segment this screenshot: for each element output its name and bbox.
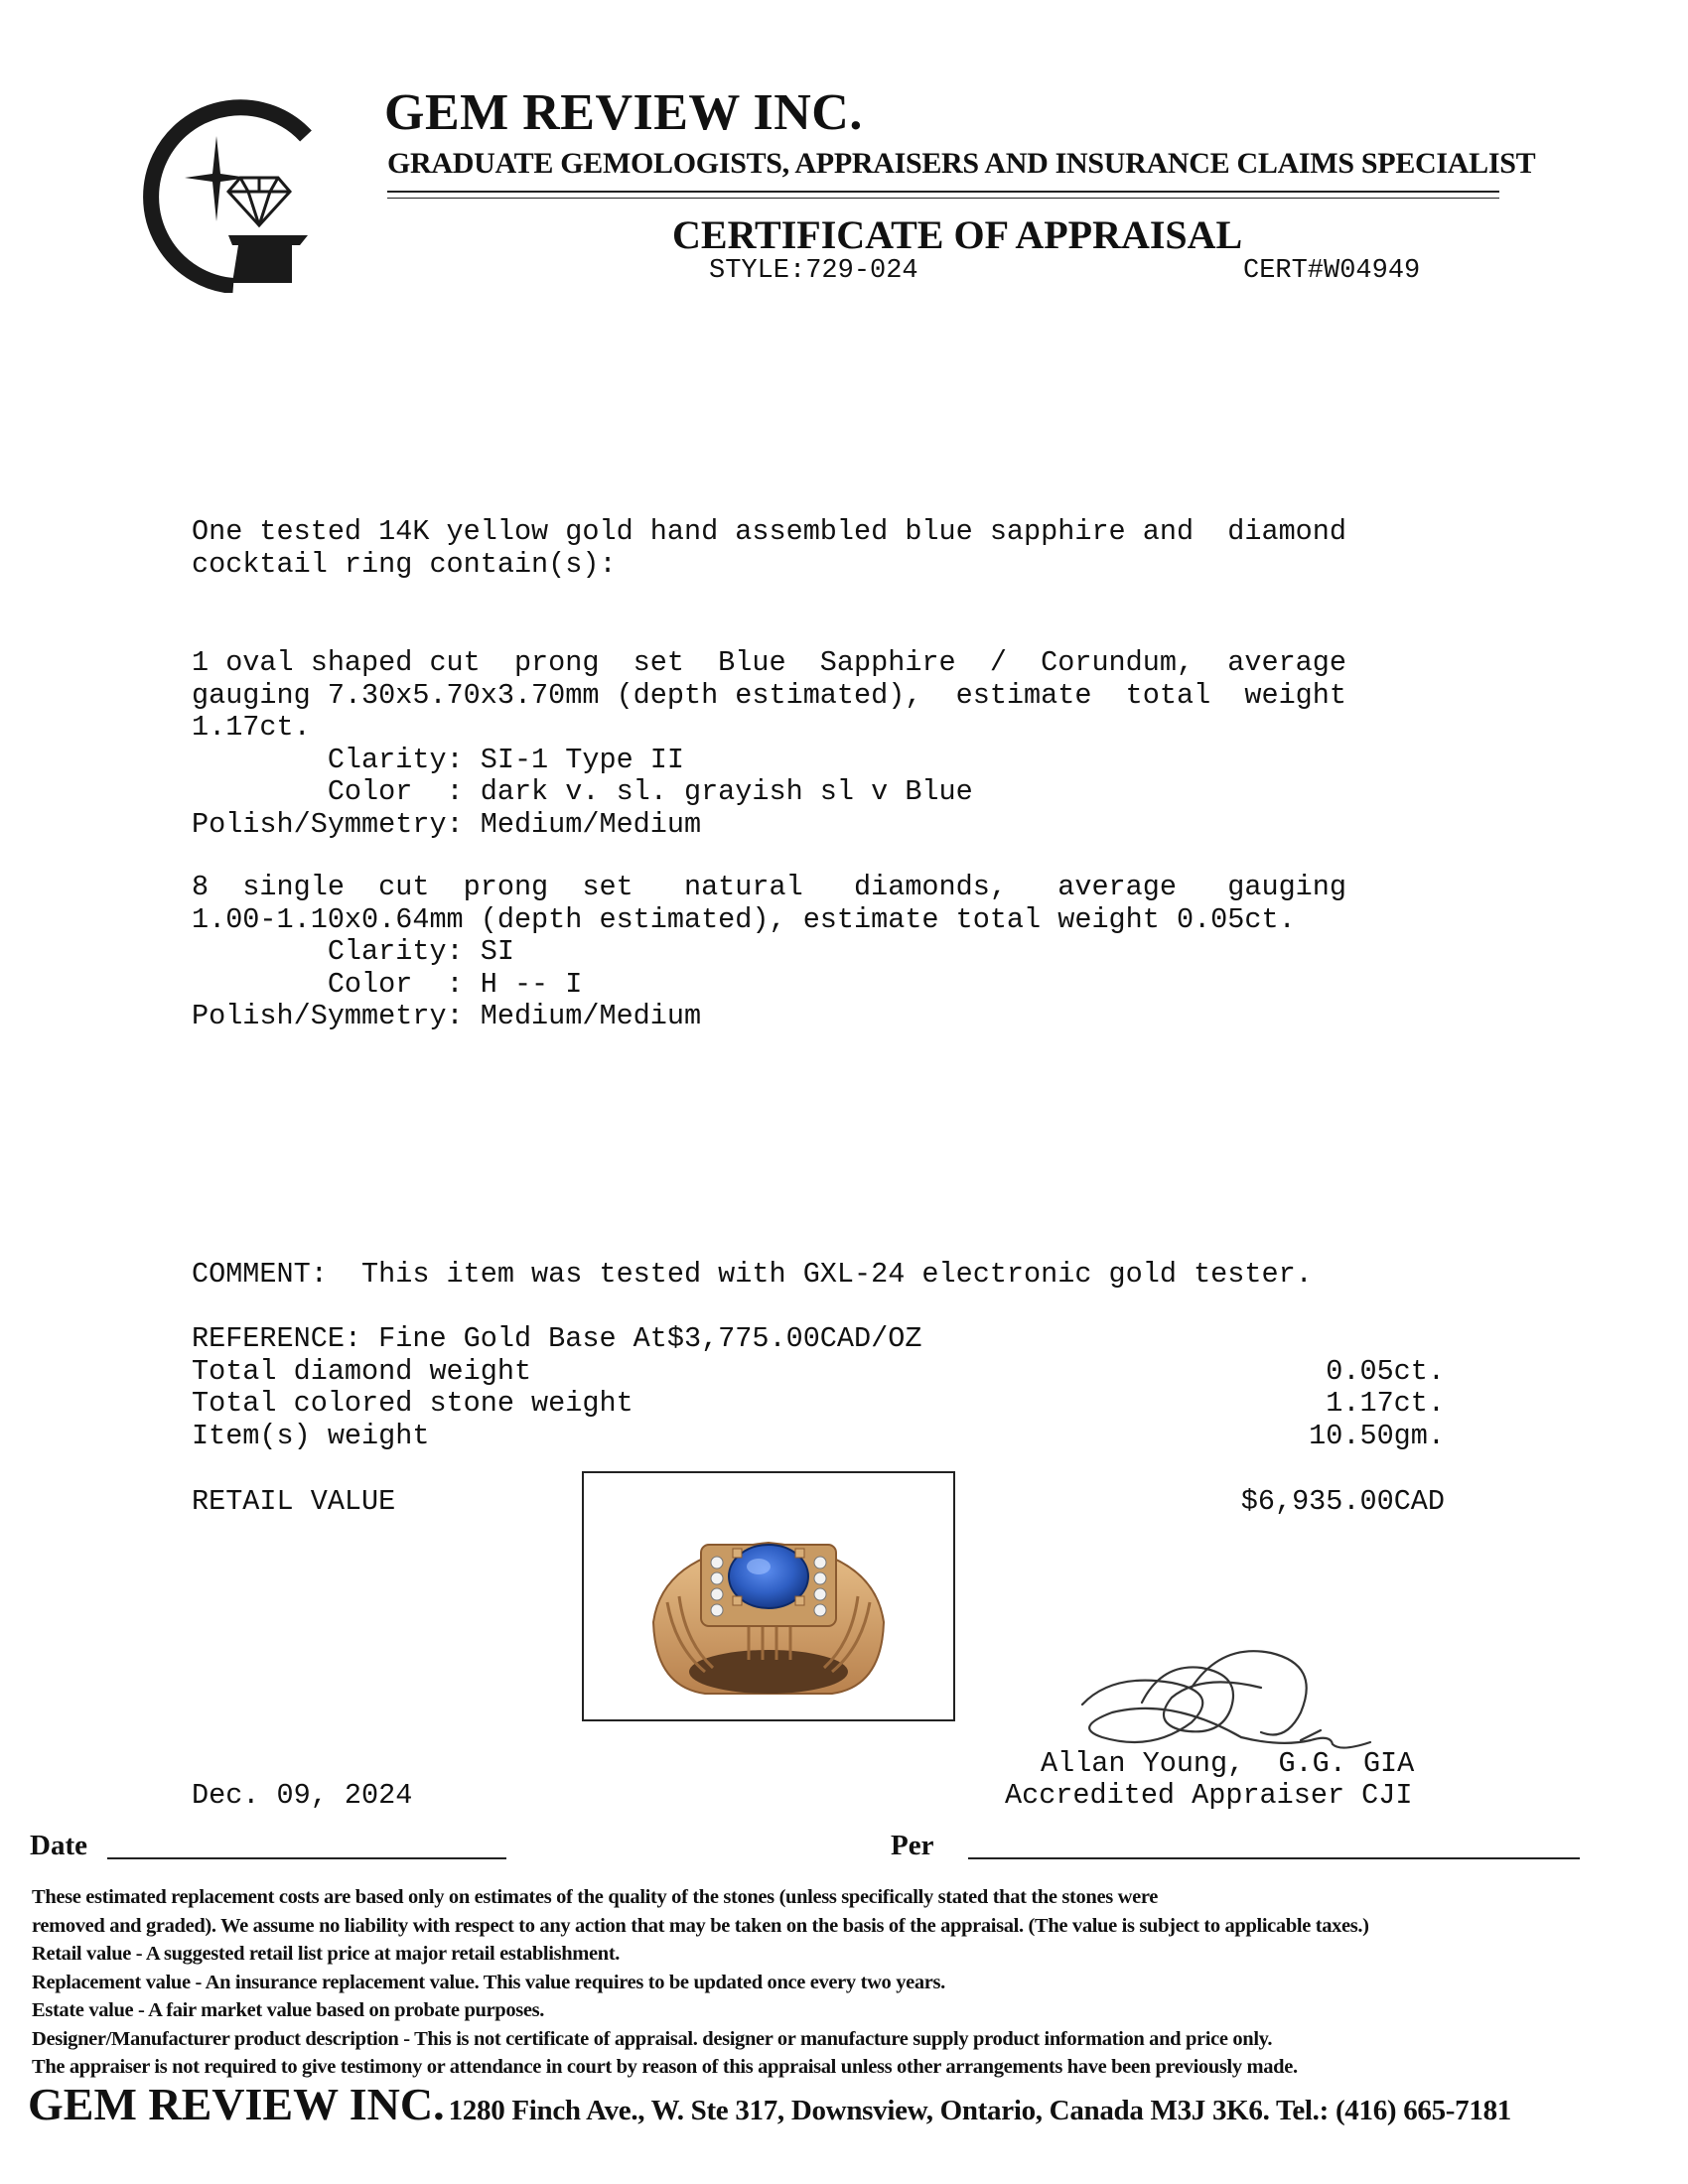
certificate-title: CERTIFICATE OF APPRAISAL [672,212,1243,257]
item-intro: One tested 14K yellow gold hand assembled blue sapphire and diamond cocktail ring contain(s): [192,515,1346,581]
disclaimer-line: Replacement value - An insurance replacement value. This value requires to be updated once every two years. [32,1971,945,1993]
row-label: Item(s) weight [192,1420,430,1452]
footer-company: GEM REVIEW INC. [28,2079,445,2129]
appraiser-name: Allan Young, G.G. GIA [1041,1747,1415,1780]
per-label: Per [891,1830,934,1861]
cert-number: CERT#W04949 [1243,256,1421,286]
retail-value: $6,935.00CAD [1240,1485,1445,1518]
disclaimer-line: These estimated replacement costs are based only on estimates of the quality of the stones (unless specifically stated that the stones were [32,1886,1158,1908]
company-name: GEM REVIEW INC. [384,84,863,141]
diamond-description: 8 single cut prong set natural diamonds, average gauging 1.00-1.10x0.64mm (depth estimated), estimate total weight 0.05ct. Clarity: SI Color : H -- I Polish/Symmetry: Medium/Medium [192,871,1346,1032]
disclaimer-line: removed and graded). We assume no liability with respect to any action that may be taken on the basis of the appraisal. (The value is subject to applicable taxes.) [32,1914,1369,1937]
total-colored-stone-weight-row [192,1388,1445,1420]
appraiser-signature [1072,1643,1380,1762]
total-diamond-weight-row [192,1356,1445,1388]
row-value: 0.05ct. [1326,1355,1445,1388]
ring-image [584,1473,953,1719]
appraisal-date: Dec. 09, 2024 [192,1779,413,1812]
disclaimer-line: Designer/Manufacturer product description - This is not certificate of appraisal. designer or manufacture supply product information and price only. [32,2027,1273,2050]
header-rule [387,191,1499,193]
disclaimer-line: Retail value - A suggested retail list price at major retail establishment. [32,1943,621,1965]
gem-logo-icon [129,94,328,293]
row-value: 10.50gm. [1309,1420,1445,1452]
style-number: STYLE:729-024 [709,256,918,286]
disclaimer-line: The appraiser is not required to give testimony or attendance in court by reason of this appraisal unless other arrangements have been previously made. [32,2056,1298,2078]
reference-line: REFERENCE: Fine Gold Base At$3,775.00CAD/OZ [192,1322,922,1355]
row-label: Total diamond weight [192,1355,532,1388]
disclaimer [32,1883,1670,2082]
footer [28,2078,1511,2130]
disclaimer-line: Estate value - A fair market value based on probate purposes. [32,1999,545,2021]
item-weight-row [192,1421,1445,1452]
footer-address: 1280 Finch Ave., W. Ste 317, Downsview, Ontario, Canada M3J 3K6. Tel.: (416) 665-7181 [448,2095,1511,2126]
row-value: 1.17ct. [1326,1387,1445,1420]
date-line [107,1857,506,1859]
company-tagline: GRADUATE GEMOLOGISTS, APPRAISERS AND INSURANCE CLAIMS SPECIALIST [387,147,1536,180]
sapphire-description: 1 oval shaped cut prong set Blue Sapphire / Corundum, average gauging 7.30x5.70x3.70mm (depth estimated), estimate total weight 1.17ct. Clarity: SI-1 Type II Color : dark v. sl. grayish sl v Blue Polish/Symmetry: Medium/Medium [192,646,1346,841]
row-label: Total colored stone weight [192,1387,633,1420]
appraiser-title: Accredited Appraiser CJI [1005,1779,1413,1812]
date-label: Date [30,1830,87,1861]
ring-photo [582,1471,955,1721]
per-line [968,1857,1580,1859]
retail-label: RETAIL VALUE [192,1485,396,1518]
header-rule-thin [387,198,1499,199]
comment-line: COMMENT: This item was tested with GXL-24 electronic gold tester. [192,1258,1313,1291]
